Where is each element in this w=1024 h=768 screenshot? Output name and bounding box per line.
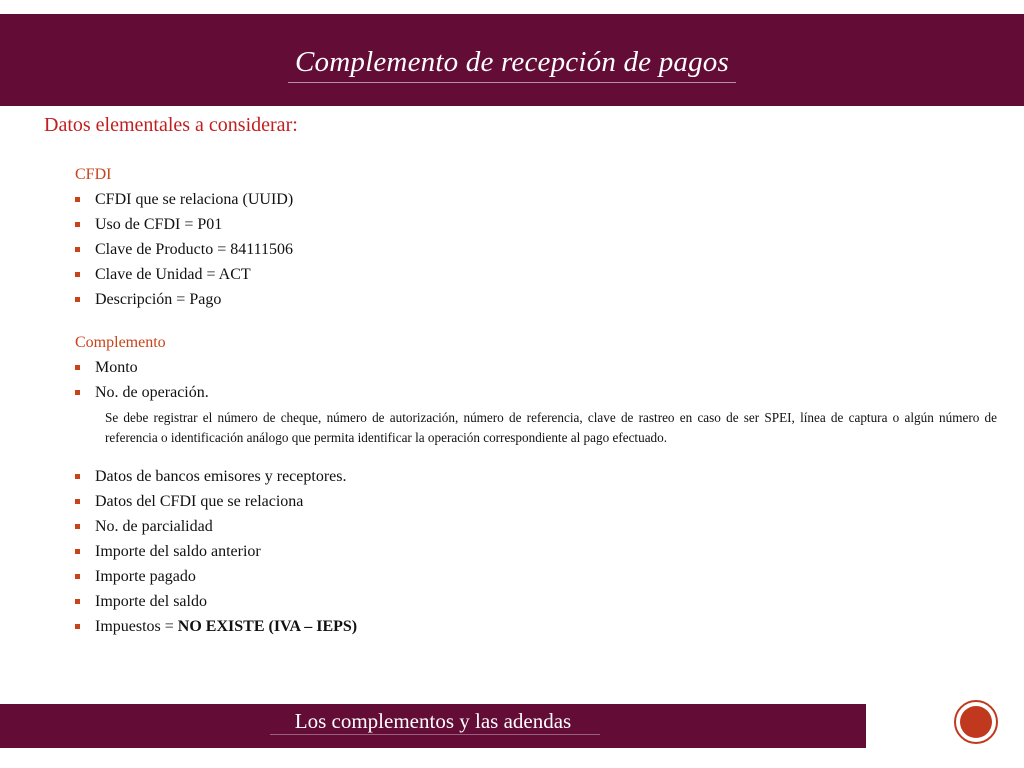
bullet-icon (75, 624, 80, 629)
bullet-icon (75, 574, 80, 579)
list-item-text: No. de operación. (95, 384, 209, 401)
bullet-icon (75, 247, 80, 252)
section-heading: Datos elementales a considerar: (44, 114, 298, 136)
taxes-label: Impuestos = (95, 618, 178, 635)
list-item-text: Clave de Unidad = ACT (95, 266, 251, 283)
bullet-icon (75, 365, 80, 370)
bullet-icon (75, 599, 80, 604)
list-item (75, 287, 1005, 312)
list-item (75, 564, 1005, 589)
list-item-text: Importe del saldo (95, 593, 207, 610)
list-item-text: No. de parcialidad (95, 518, 213, 535)
bullet-icon (75, 297, 80, 302)
bullet-icon (75, 549, 80, 554)
list-item (75, 539, 1005, 564)
list-item (75, 237, 1005, 262)
spacer (75, 448, 1005, 464)
list-item (75, 212, 1005, 237)
group-label-cfdi: CFDI (75, 166, 112, 183)
list-item-text: Uso de CFDI = P01 (95, 216, 223, 233)
operation-note: Se debe registrar el número de cheque, número de autorización, número de referencia, clave de rastreo en caso de ser SPEI, línea de captura o algún número de referencia o identificación análogo que permita identificar la operación correspondiente al pago efectuado. (105, 410, 997, 445)
slide-badge-inner (960, 706, 992, 738)
bullet-icon (75, 222, 80, 227)
slide-title: Complemento de recepción de pagos (295, 46, 729, 78)
list-item-text: Monto (95, 359, 138, 376)
list-item (75, 514, 1005, 539)
list-item-text: Clave de Producto = 84111506 (95, 241, 294, 258)
group-label-complemento: Complemento (75, 334, 166, 351)
list-item (75, 464, 1005, 489)
list-item (75, 380, 1005, 405)
list-item-text: Datos del CFDI que se relaciona (95, 493, 304, 510)
title-banner (0, 14, 1024, 106)
slide-content (75, 163, 1005, 639)
bullet-icon (75, 474, 80, 479)
list-item-text: CFDI que se relaciona (UUID) (95, 191, 294, 208)
slide-badge-icon (954, 700, 998, 744)
bullet-icon (75, 197, 80, 202)
footer-banner (0, 704, 866, 748)
footer-title: Los complementos y las adendas (294, 709, 572, 733)
list-item-text: Datos de bancos emisores y receptores. (95, 468, 347, 485)
taxes-value: NO EXISTE (IVA – IEPS) (177, 618, 358, 635)
bullet-icon (75, 272, 80, 277)
list-item-taxes (75, 614, 1005, 639)
list-item-text: Importe del saldo anterior (95, 543, 261, 560)
list-item-text: Descripción = Pago (95, 291, 222, 308)
list-item (75, 355, 1005, 380)
list-item (75, 589, 1005, 614)
list-item-text: Importe pagado (95, 568, 196, 585)
bullet-icon (75, 524, 80, 529)
bullet-icon (75, 499, 80, 504)
list-item (75, 187, 1005, 212)
bullet-icon (75, 390, 80, 395)
title-underline (288, 82, 736, 83)
footer-underline (270, 734, 600, 735)
list-item (75, 489, 1005, 514)
spacer (75, 312, 1005, 331)
list-item (75, 262, 1005, 287)
